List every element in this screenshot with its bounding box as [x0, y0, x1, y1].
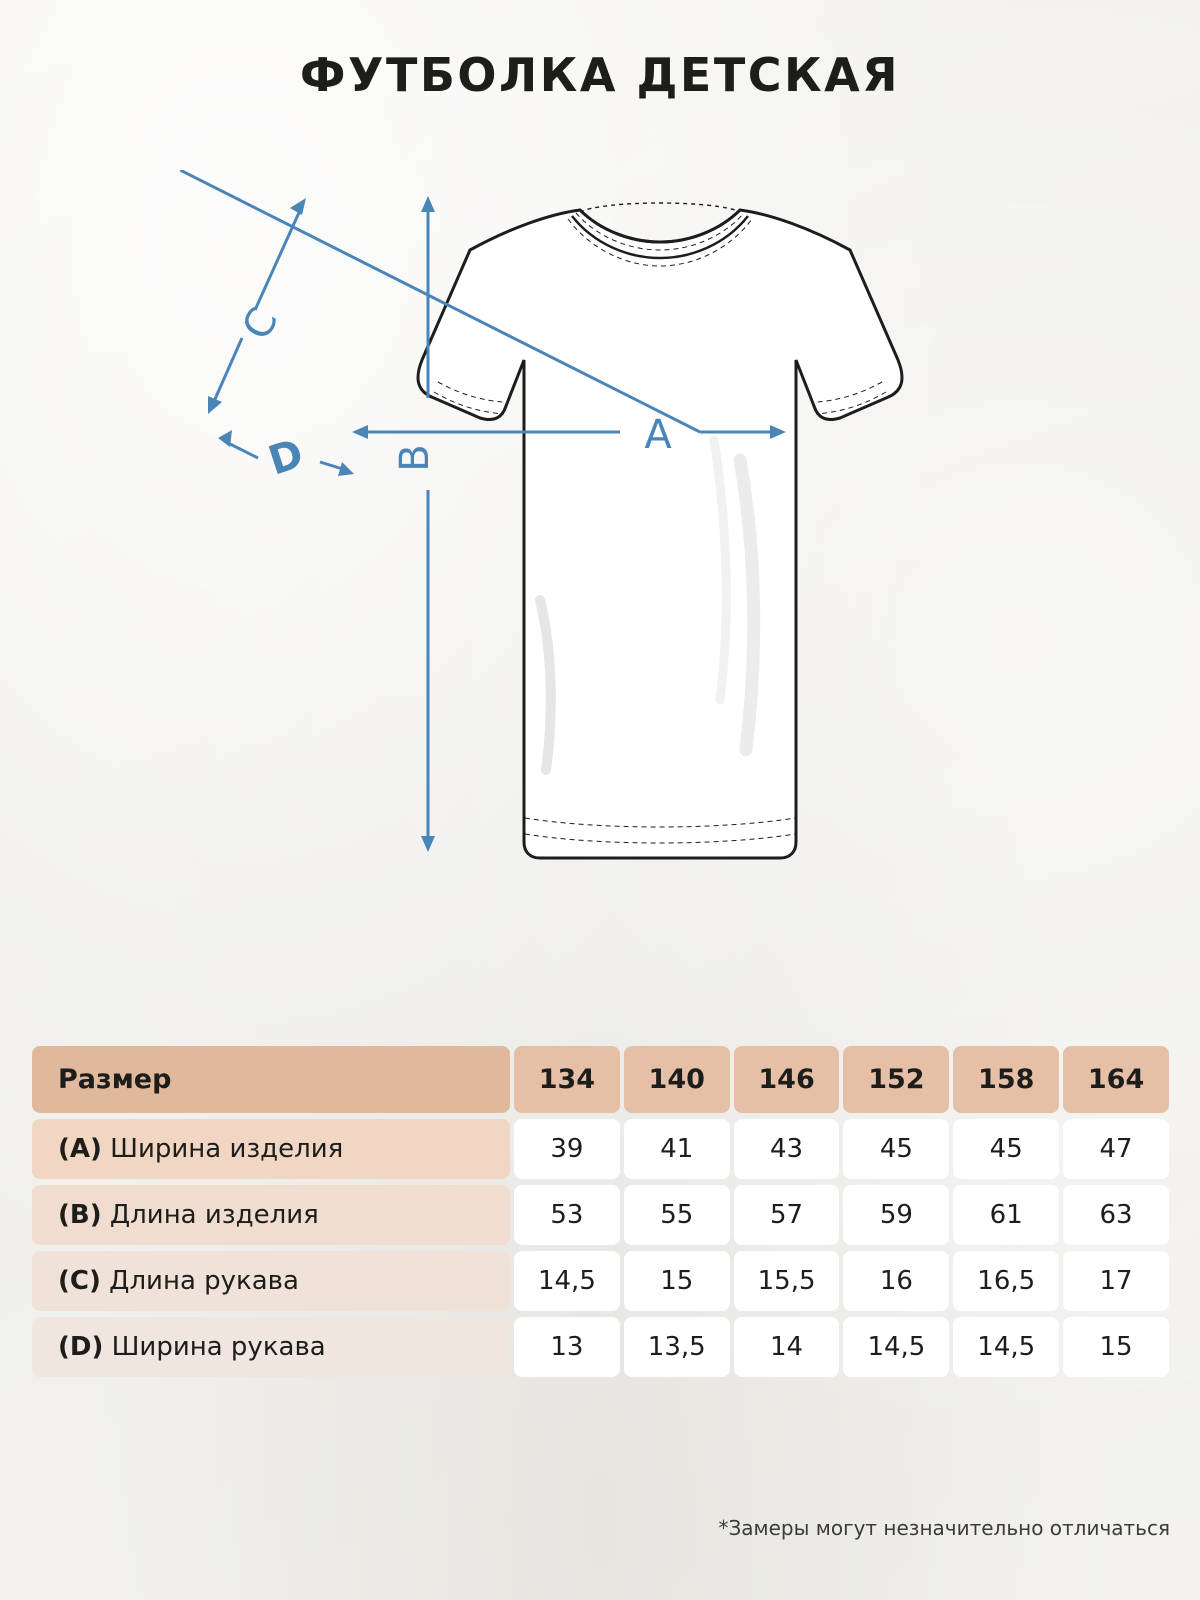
table-row	[32, 1119, 1169, 1179]
row-name-b: Длина изделия	[109, 1200, 319, 1230]
cell-a-146: 43	[734, 1119, 840, 1179]
cell-d-134: 13	[514, 1317, 620, 1377]
row-marker-c: (C)	[58, 1266, 101, 1296]
header-size-146: 146	[734, 1046, 840, 1113]
row-marker-d: (D)	[58, 1332, 104, 1362]
cell-c-158: 16,5	[953, 1251, 1059, 1311]
cell-b-134: 53	[514, 1185, 620, 1245]
cell-a-164: 47	[1063, 1119, 1169, 1179]
cell-a-152: 45	[843, 1119, 949, 1179]
cell-d-152: 14,5	[843, 1317, 949, 1377]
cell-b-146: 57	[734, 1185, 840, 1245]
marker-a-label: A	[644, 412, 672, 458]
cell-c-140: 15	[624, 1251, 730, 1311]
table-row	[32, 1185, 1169, 1245]
measurement-footnote: *Замеры могут незначительно отличаться	[718, 1516, 1170, 1540]
size-table	[28, 1040, 1173, 1383]
cell-b-164: 63	[1063, 1185, 1169, 1245]
row-name-a: Ширина изделия	[110, 1134, 344, 1164]
cell-c-146: 15,5	[734, 1251, 840, 1311]
row-marker-a: (A)	[58, 1134, 102, 1164]
cell-d-164: 15	[1063, 1317, 1169, 1377]
marker-b-label: B	[392, 444, 438, 472]
cell-b-152: 59	[843, 1185, 949, 1245]
cell-d-158: 14,5	[953, 1317, 1059, 1377]
marker-d-label: D	[263, 430, 309, 485]
tshirt-diagram	[180, 170, 1020, 960]
cell-c-152: 16	[843, 1251, 949, 1311]
row-label-c	[32, 1251, 510, 1311]
header-size-134: 134	[514, 1046, 620, 1113]
cell-c-134: 14,5	[514, 1251, 620, 1311]
table-header-row	[32, 1046, 1169, 1113]
size-table-container	[28, 1040, 1173, 1383]
cell-b-140: 55	[624, 1185, 730, 1245]
cell-a-140: 41	[624, 1119, 730, 1179]
tshirt-outline	[418, 203, 902, 858]
cell-d-146: 14	[734, 1317, 840, 1377]
marker-c-label: C	[233, 300, 288, 348]
row-label-d	[32, 1317, 510, 1377]
header-size-152: 152	[843, 1046, 949, 1113]
header-size-158: 158	[953, 1046, 1059, 1113]
header-size-164: 164	[1063, 1046, 1169, 1113]
cell-c-164: 17	[1063, 1251, 1169, 1311]
table-row	[32, 1251, 1169, 1311]
row-label-b	[32, 1185, 510, 1245]
row-label-a	[32, 1119, 510, 1179]
cell-d-140: 13,5	[624, 1317, 730, 1377]
page-title: ФУТБОЛКА ДЕТСКАЯ	[299, 48, 901, 102]
cell-a-134: 39	[514, 1119, 620, 1179]
row-marker-b: (B)	[58, 1200, 102, 1230]
table-row	[32, 1317, 1169, 1377]
cell-a-158: 45	[953, 1119, 1059, 1179]
header-size-140: 140	[624, 1046, 730, 1113]
row-name-d: Ширина рукава	[111, 1332, 326, 1362]
header-size-label: Размер	[32, 1046, 510, 1113]
row-name-c: Длина рукава	[109, 1266, 299, 1296]
cell-b-158: 61	[953, 1185, 1059, 1245]
